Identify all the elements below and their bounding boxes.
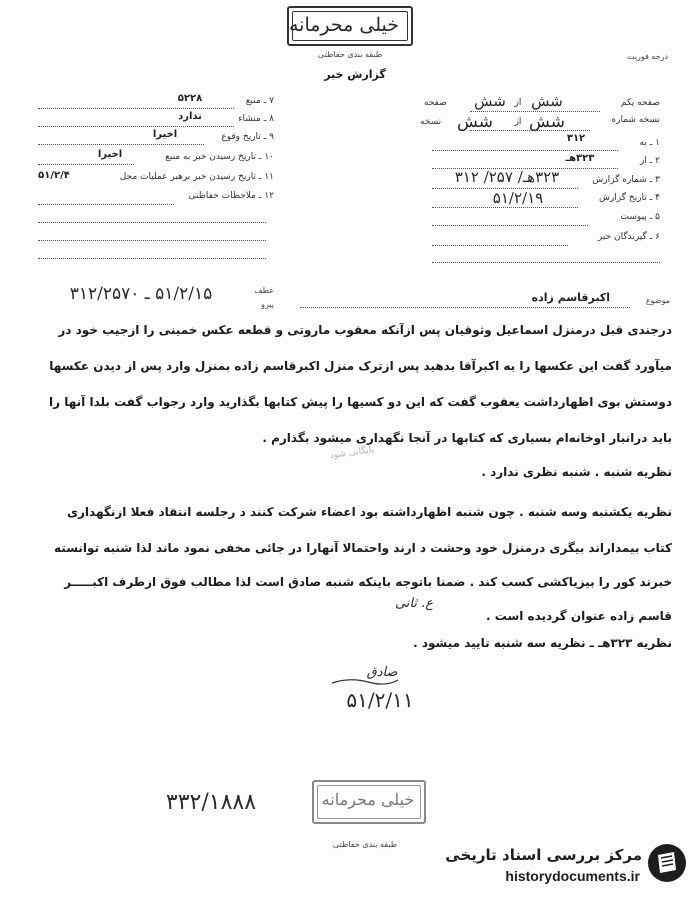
report-no-label: ۳ ـ شماره گزارش: [592, 175, 660, 185]
subject-label: موضوع: [645, 296, 670, 305]
form-title: گزارش خبر: [324, 68, 386, 81]
priority-label: درجه فوریت: [626, 52, 668, 61]
body-line: دوستش بوی اظهارداشت یعقوب گفت که این دو کسیها را پیش کتابها بگذارید وارد رجواب گفت بلدا آنها را: [49, 395, 672, 409]
body-line: باید درانبار اوخانه‌ام بسیاری که کتابها در آنجا نگهداری میشود بگذارم .: [262, 431, 672, 445]
copy-count-value: شش: [457, 112, 493, 132]
event-date-value: اخیرا: [152, 129, 178, 140]
to-value: ۳۱۲: [566, 133, 586, 144]
ref-label-top: عطف: [254, 286, 274, 295]
ref-label-bottom: پیرو: [261, 300, 274, 309]
copy-label: نسخه شماره: [611, 115, 660, 125]
body-line: نظریه ۳۲۳هـ ـ نظریه سه شنبه تایید میشود .: [413, 636, 672, 650]
signature-date: ۵۱/۲/۱۱: [346, 688, 414, 712]
page-of-label: از: [514, 98, 522, 108]
event-date-label: ۹ ـ تاریخ وقوع: [221, 132, 274, 142]
bottom-stamp-text: خیلی محرمانه: [321, 790, 415, 809]
origin-label: ۸ ـ منشاء: [238, 114, 274, 124]
bottom-classification-label: طبقه بندی حفاظتی: [332, 840, 398, 849]
source-label: ۷ ـ منبع: [245, 96, 274, 106]
notes-label: ۱۲ ـ ملاحظات حفاظتی: [188, 191, 274, 201]
classification-label: طبقه بندی حفاظتی: [317, 50, 383, 59]
from-label: ۲ ـ از: [639, 156, 660, 166]
receipt-source-label: ۱۰ ـ تاریخ رسیدن خبر به منبع: [165, 152, 274, 162]
body-line: میآورد گفت این عکسها را به اکبرآقا بدهید پس ازترک منزل اکبرقاسم زاده بمنزل وارد پس از دیدن عکسها: [49, 359, 672, 373]
copy-value: شش: [529, 112, 565, 132]
body-line: خبرند کور را بیزیاکشی کسب کند . ضمنا باتوجه باینکه شنبه صادق است لذا مطالب فوق ازطرف اکبـــــر: [64, 575, 672, 589]
report-date-value: ۵۱/۲/۱۹: [492, 189, 544, 207]
receipt-source-value: اخیرا: [97, 149, 123, 160]
receipt-ops-label: ۱۱ ـ تاریخ رسیدن خبر برهبر عملیات محل: [119, 172, 274, 182]
bottom-classification-stamp: [312, 780, 426, 824]
margin-annotation: ع. ثانی: [394, 596, 434, 611]
body-line: نظریه یکشنبه وسه شنبه . چون شنبه اظهارداشته بود اعضاء شرکت کنند د رجلسه انتقاد فعلا ازنگهداری: [67, 505, 672, 519]
signature-name: صادق: [366, 665, 398, 680]
report-no-value: ۳۲۳هـ/ ۲۵۷/ ۳۱۲: [454, 168, 560, 186]
body-line: قاسم زاده عنوان گردیده است .: [486, 609, 672, 623]
logo-title: مرکز بررسی اسناد تاریخی: [445, 846, 642, 864]
copy-word: نسخه: [420, 117, 442, 127]
report-date-label: ۴ ـ تاریخ گزارش: [598, 193, 660, 203]
archive-seal-icon: [648, 844, 686, 882]
faint-stamp: بایگانی شود: [329, 444, 375, 462]
recipients-label: ۶ ـ گیرندگان خبر: [597, 232, 660, 242]
page-word: صفحه: [424, 98, 447, 108]
body-line: کتاب بیمداراند بیگری درمنزل خود وحشت د ارند واحتمالا آنهارا در جائی مخفی نمود ماند لذا شنبه توانسته: [54, 541, 672, 555]
signature-underline: [330, 675, 400, 687]
page-count-value: شش: [474, 92, 506, 110]
subject-value: اکبرقاسم زاده: [531, 291, 610, 304]
page-label: صفحه یکم: [620, 98, 660, 108]
attachment-label: ۵ ـ پیوست: [620, 212, 660, 222]
body-line: درجندی قبل درمنزل اسماعیل وثوقیان پس ازآنکه معقوب ماروتی و قطعه عکس خمینی را ازجیب خود در: [58, 323, 672, 337]
file-number: ۳۳۲/۱۸۸۸: [165, 790, 257, 815]
copy-of-label: از: [514, 117, 522, 127]
receipt-ops-value: ۵۱/۲/۴: [38, 170, 70, 181]
page-of-value: شش: [531, 92, 563, 110]
source-value: ۵۲۲۸: [177, 93, 203, 104]
top-classification-stamp: [287, 6, 413, 46]
from-value: ۳۲۳هـ: [565, 153, 595, 164]
logo-url: historydocuments.ir: [505, 868, 640, 884]
to-label: ۱ ـ به: [639, 138, 660, 148]
body-line: نظریه شنبه . شنبه نظری ندارد .: [481, 465, 672, 479]
origin-value: ندارد: [178, 111, 202, 122]
top-stamp-text: خیلی محرمانه: [288, 14, 399, 36]
ref-value: ۵۱/۲/۱۵ ـ ۳۱۲/۲۵۷۰: [69, 284, 213, 304]
